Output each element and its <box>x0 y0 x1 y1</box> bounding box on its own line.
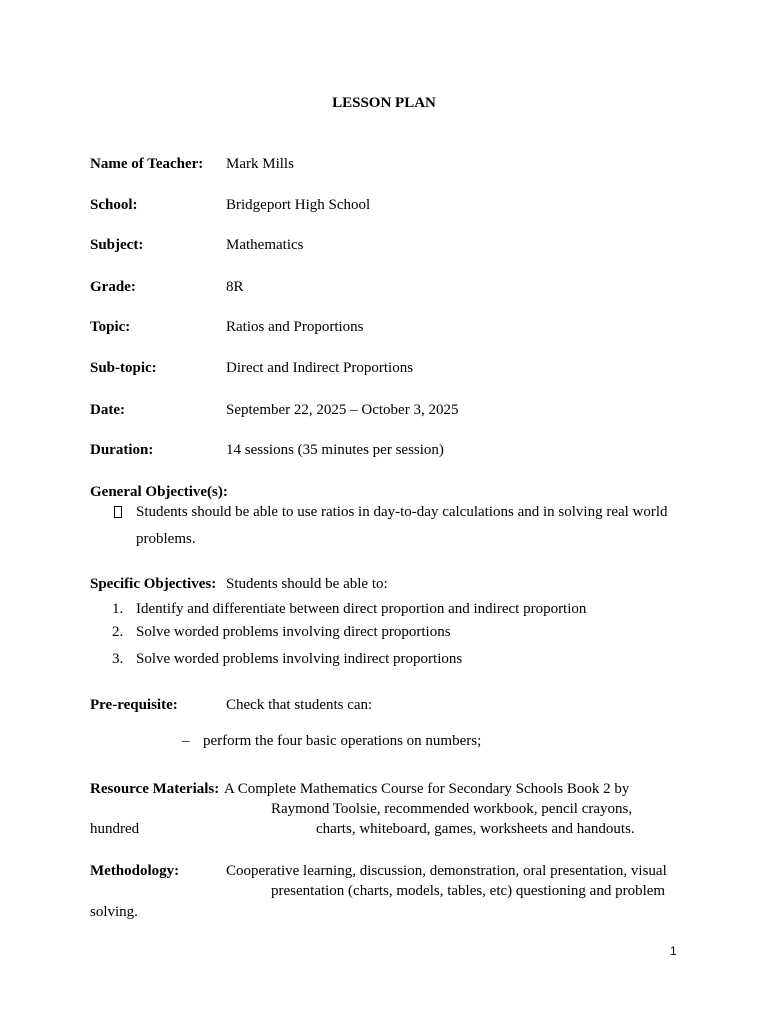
methodology-label: Methodology: <box>90 863 180 879</box>
objective-number: 1. <box>112 601 124 617</box>
field-value-subtopic: Direct and Indirect Proportions <box>226 360 414 376</box>
field-value-subject: Mathematics <box>226 237 304 253</box>
field-label-subtopic: Sub-topic: <box>90 360 157 376</box>
specific-objectives-intro: Students should be able to: <box>226 576 388 592</box>
field-label-topic: Topic: <box>90 319 131 335</box>
field-value-grade: 8R <box>226 279 244 295</box>
field-label-duration: Duration: <box>90 442 154 458</box>
page-number: 1 <box>670 944 677 958</box>
methodology-line3: solving. <box>90 904 138 920</box>
resources-line3b: charts, whiteboard, games, worksheets and handouts. <box>316 821 635 837</box>
objective-number: 2. <box>112 624 124 640</box>
objective-item: Solve worded problems involving direct proportions <box>136 624 451 640</box>
objective-item: Identify and differentiate between direct proportion and indirect proportion <box>136 601 587 617</box>
prerequisite-item: perform the four basic operations on numbers; <box>203 733 482 749</box>
field-value-duration: 14 sessions (35 minutes per session) <box>226 442 444 458</box>
resources-line2: Raymond Toolsie, recommended workbook, pencil crayons, <box>271 801 633 817</box>
field-label-date: Date: <box>90 402 125 418</box>
prerequisite-label: Pre-requisite: <box>90 697 178 713</box>
page-title: LESSON PLAN <box>332 95 436 111</box>
prerequisite-value: Check that students can: <box>226 697 373 713</box>
methodology-line2: presentation (charts, models, tables, etc) questioning and problem <box>271 883 666 899</box>
field-label-teacher: Name of Teacher: <box>90 156 204 172</box>
specific-objectives-heading: Specific Objectives: <box>90 576 217 592</box>
field-value-school: Bridgeport High School <box>226 197 371 213</box>
field-label-grade: Grade: <box>90 279 136 295</box>
field-value-topic: Ratios and Proportions <box>226 319 364 335</box>
methodology-line1: Cooperative learning, discussion, demonstration, oral presentation, visual <box>226 863 667 879</box>
resources-line1: A Complete Mathematics Course for Secondary Schools Book 2 by <box>224 781 630 797</box>
general-objectives-heading: General Objective(s): <box>90 484 228 500</box>
resources-line3a: hundred <box>90 821 140 837</box>
field-label-subject: Subject: <box>90 237 144 253</box>
general-objective-line1: Students should be able to use ratios in day-to-day calculations and in solving real world <box>136 504 668 520</box>
bullet-icon <box>114 506 122 518</box>
field-value-date: September 22, 2025 – October 3, 2025 <box>226 402 459 418</box>
objective-item: Solve worded problems involving indirect proportions <box>136 651 463 667</box>
general-objective-line2: problems. <box>136 531 196 547</box>
dash-bullet-icon: – <box>182 733 190 749</box>
resources-label: Resource Materials: <box>90 781 220 797</box>
field-label-school: School: <box>90 197 138 213</box>
objective-number: 3. <box>112 651 124 667</box>
field-value-teacher: Mark Mills <box>226 156 294 172</box>
